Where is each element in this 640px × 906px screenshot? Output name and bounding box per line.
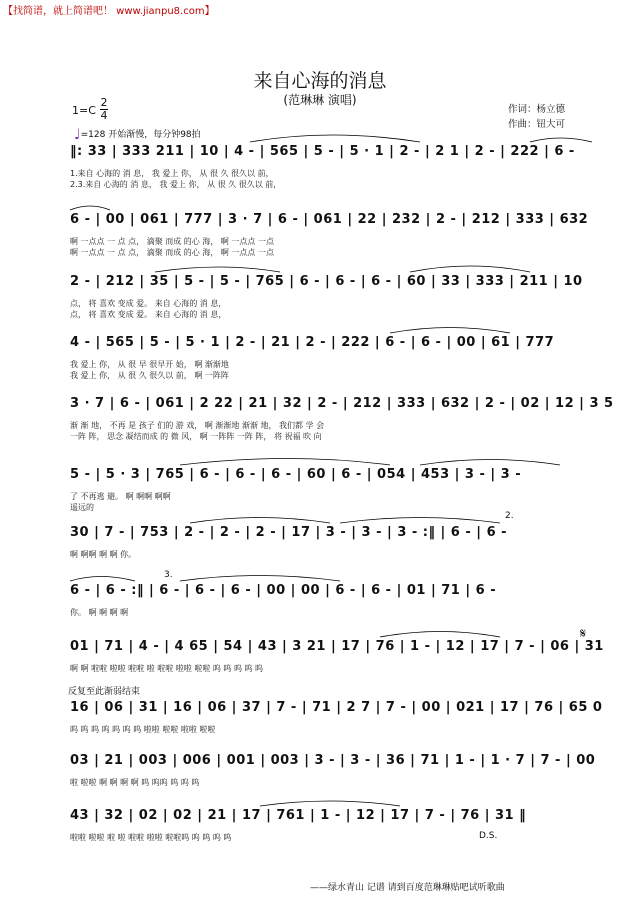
lyrics-verse-1: 啊 一点点 一 点 点， 滴聚 而成 的心 海， 啊 一点点 一点 [70, 237, 274, 246]
slur-icon [420, 460, 560, 466]
slur-icon [260, 801, 400, 806]
slur-icon [180, 459, 390, 466]
lyrics-verse-1: 了 不再逃 避。 啊 啊啊 啊啊 [70, 492, 171, 501]
slur-icon [190, 518, 330, 524]
tempo-text: =128 开始渐慢，每分钟98拍 [80, 130, 201, 140]
lyrics-verse-2: 一阵 阵， 思念 凝结而成 的 微 风， 啊 一阵阵 一阵 阵， 将 祝福 吹 向 [70, 432, 322, 441]
site-banner[interactable]: 【找简谱，就上简谱吧！ www.jianpu8.com】 [3, 6, 215, 17]
slur-icon [70, 577, 135, 582]
lyrics-verse-1: 啊 啊 啦啦 啦啦 啦啦 啦 啦啦 啦啦 啦啦 呜 呜 呜 呜 呜 [70, 664, 264, 673]
footer-credit: ——绿水青山 记谱 请到百度范琳琳贴吧试听歌曲 [310, 883, 505, 893]
composer: 作曲：钮大可 [508, 119, 566, 130]
slur-icon [380, 632, 500, 638]
lyrics-verse-2: 遥远的 [70, 503, 94, 512]
lyrics-verse-1: 呜 呜 呜 呜 呜 呜 呜 啦啦 啦啦 啦啦 啦啦 [70, 725, 216, 734]
notes: 03 | 21 | 003 | 006 | 001 | 003 | 3 - | 3 - | 36 | 71 | 1 - | 1 · 7 | 7 - | 00 [70, 753, 596, 768]
key-signature: 1=C [72, 104, 96, 117]
lyrics-verse-1: 啦啦 啦啦 啦 啦 啦啦 啦啦 啦啦呜 呜 呜 呜 呜 [70, 833, 232, 842]
meter-top: 2 [100, 96, 108, 109]
slur-icon [250, 135, 420, 142]
segno-icon: 𝄋 [580, 626, 587, 642]
lyricist: 作词：杨立德 [508, 104, 566, 115]
lyrics-verse-1: 啊 啊啊 啊 啊 你。 [70, 550, 137, 559]
lyrics-verse-1: 点， 将 喜欢 变成 爱。 来自 心海的 消 息， [70, 299, 227, 308]
notes: 3 · 7 | 6 - | 061 | 2 22 | 21 | 32 | 2 - | 212 | 333 | 632 | 2 - | 02 | 12 | 3 5 [70, 396, 614, 411]
lyrics-verse-1: 渐 渐 地， 不再 是 孩子 们的 游 戏， 啊 渐渐地 渐渐 地， 我们都 学 会 [70, 421, 325, 430]
notes: 43 | 32 | 02 | 02 | 21 | 17 | 761 | 1 - | 12 | 17 | 7 - | 76 | 31 ‖ [70, 808, 527, 823]
notes: ‖: 33 | 333 211 | 10 | 4 - | 565 | 5 - | 5 · 1 | 2 - | 2 1 | 2 - | 222 | 6 - [70, 144, 575, 159]
ds-marking: D.S. [479, 831, 498, 841]
lyrics-verse-1: 你。 啊 啊 啊 啊 [70, 608, 129, 617]
slur-icon [340, 518, 500, 524]
notes: 2 - | 212 | 35 | 5 - | 5 - | 765 | 6 - | 6 - | 6 - | 60 | 33 | 333 | 211 | 10 [70, 274, 583, 289]
lyrics-verse-2: 啊 一点点 一 点 点， 滴聚 而成 的心 海， 啊 一点点 一点 [70, 248, 274, 257]
song-title: 来自心海的消息 [253, 70, 387, 92]
repeat-note: 反复至此渐弱结束 [68, 687, 141, 697]
slur-icon [410, 266, 530, 272]
song-subtitle: (范琳琳 演唱) [283, 93, 357, 107]
meter-bottom: 4 [100, 109, 108, 122]
volta-2: 2. [505, 511, 514, 521]
lyrics-verse-2: 点， 将 喜欢 变成 爱。 来自 心海的 消 息， [70, 310, 227, 319]
notes: 16 | 06 | 31 | 16 | 06 | 37 | 7 - | 71 | 2 7 | 7 - | 00 | 021 | 17 | 76 | 65 0 [70, 700, 603, 715]
slur-icon [530, 138, 592, 142]
lyrics-verse-2: 我 爱上 你， 从 很 久 很久以 前， 啊 一阵阵 [70, 371, 229, 380]
notes: 30 | 7 - | 753 | 2 - | 2 - | 2 - | 17 | 3 - | 3 - | 3 - :‖ | 6 - | 6 - [70, 525, 508, 540]
lyrics-verse-1: 我 爱上 你， 从 很 早 很早开 始， 啊 渐渐地 [70, 360, 229, 369]
notes: 6 - | 00 | 061 | 777 | 3 · 7 | 6 - | 061 | 22 | 232 | 2 - | 212 | 333 | 632 [70, 212, 589, 227]
volta-3: 3. [164, 570, 173, 580]
lyrics-verse-2: 2.3.来自 心海的 消 息， 我 爱上 你， 从 很 久 很久以 前， [70, 180, 282, 189]
notes: 5 - | 5 · 3 | 765 | 6 - | 6 - | 6 - | 60 | 6 - | 054 | 453 | 3 - | 3 - [70, 467, 522, 482]
slur-icon [180, 576, 340, 582]
notes: 6 - | 6 - :‖ | 6 - | 6 - | 6 - | 00 | 00 | 6 - | 6 - | 01 | 71 | 6 - [70, 583, 497, 598]
slur-icon [155, 267, 280, 272]
slur-icon [390, 328, 510, 334]
notes: 4 - | 565 | 5 - | 5 · 1 | 2 - | 21 | 2 - | 222 | 6 - | 6 - | 00 | 61 | 777 [70, 335, 555, 350]
quarter-note-icon: ♩ [74, 127, 81, 143]
lyrics-verse-1: 1.来自 心海的 消 息， 我 爱上 你， 从 很 久 很久以 前， [70, 169, 274, 178]
slur-icon [70, 206, 110, 210]
notes: 01 | 71 | 4 - | 4 65 | 54 | 43 | 3 21 | 17 | 76 | 1 - | 12 | 17 | 7 - | 06 | 31 [70, 639, 604, 654]
lyrics-verse-1: 啦 啦啦 啊 啊 啊 啊 呜 呜呜 呜 呜 呜 [70, 778, 200, 787]
